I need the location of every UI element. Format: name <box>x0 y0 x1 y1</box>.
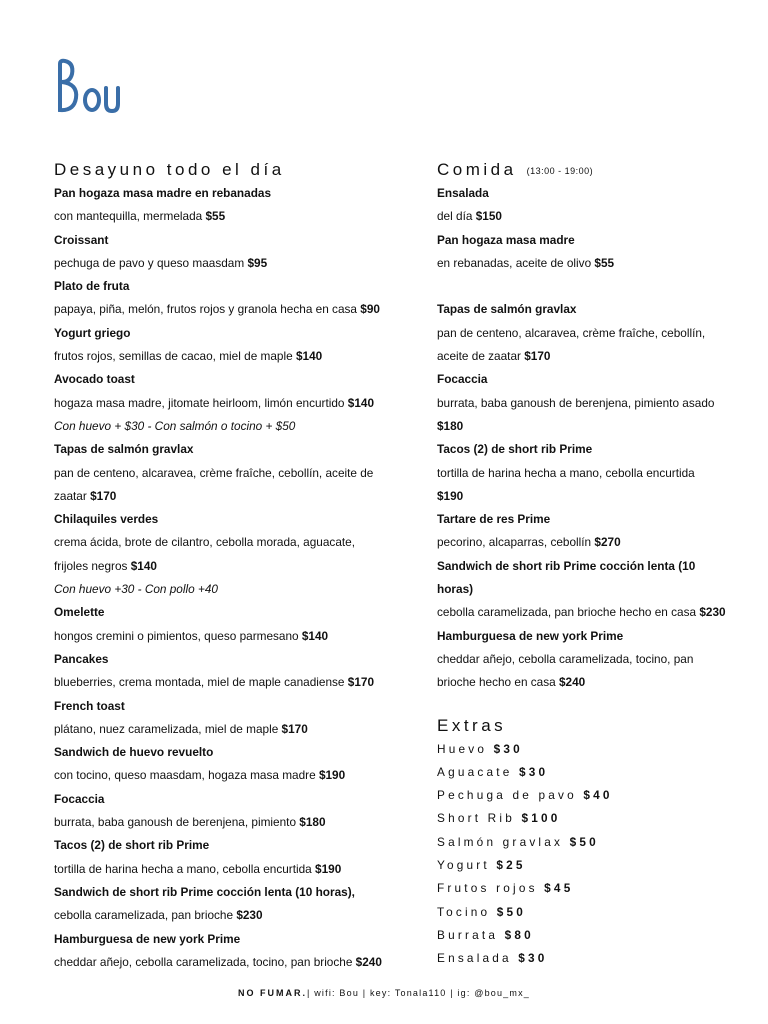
lunch-item-name <box>437 578 757 601</box>
breakfast-item-price: $230 <box>236 908 263 923</box>
footer-info: | wifi: Bou | key: Tonala110 | ig: @bou_mx_ <box>306 988 530 998</box>
breakfast-item-name <box>54 601 419 624</box>
lunch-item-price: $55 <box>594 255 615 270</box>
lunch-item-price: $270 <box>594 535 621 550</box>
breakfast-line-text: frijoles negros <box>54 558 131 573</box>
breakfast-item-description <box>54 764 419 787</box>
breakfast-item-description <box>54 485 419 508</box>
extras-item-price: $50 <box>496 904 527 919</box>
lunch-line-text: Tartare de res Prime <box>437 512 551 527</box>
lunch-item-name <box>437 182 757 205</box>
lunch-line-text: Focaccia <box>437 372 488 387</box>
extras-item-name: Short Rib <box>437 811 522 826</box>
lunch-item-price: $180 <box>437 418 464 433</box>
breakfast-line-text: Plato de fruta <box>54 279 130 294</box>
lunch-item-description <box>437 205 757 228</box>
breakfast-line-text: Focaccia <box>54 791 105 806</box>
breakfast-item-price: $170 <box>90 488 117 503</box>
extras-item <box>437 831 757 854</box>
lunch-line-text: tortilla de harina hecha a mano, cebolla encurtida <box>437 465 695 480</box>
breakfast-line-text: crema ácida, brote de cilantro, cebolla morada, aguacate, <box>54 535 355 550</box>
breakfast-line-text: Yogurt griego <box>54 325 131 340</box>
breakfast-line-text: pechuga de pavo y queso maasdam <box>54 255 248 270</box>
breakfast-list <box>54 182 419 974</box>
breakfast-title: Desayuno todo el día <box>54 160 285 179</box>
lunch-item-name <box>437 555 757 578</box>
breakfast-item-name <box>54 648 419 671</box>
breakfast-item-price: $180 <box>299 815 326 830</box>
breakfast-item-name <box>54 229 419 252</box>
breakfast-item-description <box>54 811 419 834</box>
lunch-line-text: Sandwich de short rib Prime cocción lenta (10 <box>437 558 696 573</box>
lunch-item-price: $190 <box>437 488 464 503</box>
lunch-item-description <box>437 671 757 694</box>
lunch-item-price: $230 <box>699 605 726 620</box>
breakfast-item-price: $190 <box>315 861 342 876</box>
breakfast-item-price: $140 <box>347 395 375 410</box>
lunch-item-name <box>437 368 757 391</box>
breakfast-item-description <box>54 625 419 648</box>
lunch-item-name <box>437 508 757 531</box>
lunch-item-description <box>437 485 757 508</box>
lunch-item-name <box>437 298 757 321</box>
extras-list <box>437 738 757 971</box>
breakfast-line-text: Tapas de salmón gravlax <box>54 442 194 457</box>
breakfast-item-price: $140 <box>301 628 329 643</box>
extras-item-name: Frutos rojos <box>437 881 545 896</box>
breakfast-line-text: Con huevo + $30 - Con salmón o tocino + $50 <box>54 418 296 433</box>
breakfast-line-text: Sandwich de huevo revuelto <box>54 745 214 760</box>
lunch-hours: (13:00 - 19:00) <box>526 165 594 176</box>
breakfast-item-description <box>54 345 419 368</box>
breakfast-line-text: papaya, piña, melón, frutos rojos y granola hecha en casa <box>54 302 361 317</box>
breakfast-line-text: Tacos (2) de short rib Prime <box>54 838 210 853</box>
breakfast-item-name <box>54 182 419 205</box>
lunch-line-text: cheddar añejo, cebolla caramelizada, tocino, pan <box>437 651 694 666</box>
extras-item-name: Burrata <box>437 927 505 942</box>
lunch-item-name <box>437 438 757 461</box>
extras-item <box>437 761 757 784</box>
breakfast-item-name <box>54 788 419 811</box>
breakfast-item-price: $95 <box>247 255 268 270</box>
breakfast-line-text: cebolla caramelizada, pan brioche <box>54 908 237 923</box>
breakfast-item-description <box>54 462 419 485</box>
breakfast-item-description <box>54 298 419 321</box>
breakfast-line-text: Con huevo +30 - Con pollo +40 <box>54 582 218 597</box>
extras-item-name: Pechuga de pavo <box>437 788 584 803</box>
extras-item-price: $30 <box>493 741 523 756</box>
extras-item-name: Tocino <box>437 904 497 919</box>
extras-item-price: $25 <box>496 858 526 873</box>
footer <box>0 988 768 998</box>
lunch-item-description <box>437 648 757 671</box>
breakfast-item-price: $90 <box>360 302 380 317</box>
breakfast-line-text: con mantequilla, mermelada <box>54 209 206 224</box>
breakfast-line-text: hogaza masa madre, jitomate heirloom, limón encurtido <box>54 395 348 410</box>
extras-item-name: Yogurt <box>437 858 497 873</box>
breakfast-item-description <box>54 671 419 694</box>
extras-item <box>437 947 757 970</box>
breakfast-item-name <box>54 928 419 951</box>
extras-item <box>437 877 757 900</box>
lunch-list <box>437 182 757 695</box>
breakfast-item-description <box>54 718 419 741</box>
lunch-line-text: del día <box>437 209 476 224</box>
breakfast-item-note <box>54 578 419 601</box>
lunch-spacer <box>437 275 757 298</box>
breakfast-line-text: frutos rojos, semillas de cacao, miel de maple <box>54 349 296 364</box>
lunch-line-text: burrata, baba ganoush de berenjena, pimiento asado <box>437 395 715 410</box>
breakfast-item-name <box>54 368 419 391</box>
extras-title: Extras <box>437 715 507 735</box>
lunch-item-description <box>437 462 757 485</box>
extras-item <box>437 854 757 877</box>
lunch-item-description <box>437 322 757 345</box>
lunch-item-name <box>437 625 757 648</box>
breakfast-line-text: hongos cremini o pimientos, queso parmesano <box>54 628 302 643</box>
breakfast-item-name <box>54 508 419 531</box>
lunch-line-text: Ensalada <box>437 186 489 200</box>
breakfast-item-price: $190 <box>318 768 346 783</box>
breakfast-line-text: Sandwich de short rib Prime cocción lenta (10 horas), <box>54 884 355 899</box>
lunch-title-text: Comida <box>437 160 517 179</box>
lunch-line-text: Tacos (2) de short rib Prime <box>437 442 593 457</box>
extras-item <box>437 901 757 924</box>
lunch-line-text: horas) <box>437 582 474 597</box>
breakfast-item-name <box>54 881 419 904</box>
breakfast-line-text: con tocino, queso maasdam, hogaza masa madre <box>54 768 319 783</box>
extras-item-name: Ensalada <box>437 951 519 966</box>
extras-item-name: Salmón gravlax <box>437 834 570 849</box>
breakfast-line-text: Pancakes <box>54 651 109 666</box>
lunch-line-text: aceite de zaatar <box>437 349 525 364</box>
breakfast-line-text: zaatar <box>54 488 91 503</box>
extras-item <box>437 807 757 830</box>
extras-item <box>437 738 757 761</box>
breakfast-item-name <box>54 695 419 718</box>
breakfast-item-name <box>54 322 419 345</box>
breakfast-line-text: Hamburguesa de new york Prime <box>54 931 241 946</box>
breakfast-item-name <box>54 834 419 857</box>
extras-item-price: $30 <box>518 951 548 966</box>
extras-item-price: $40 <box>583 788 613 803</box>
extras-item-price: $100 <box>521 811 561 826</box>
lunch-item-description <box>437 531 757 554</box>
breakfast-item-name <box>54 438 419 461</box>
extras-item-name: Aguacate <box>437 764 519 779</box>
breakfast-item-description <box>54 205 419 228</box>
breakfast-item-price: $140 <box>295 349 323 364</box>
breakfast-line-text: burrata, baba ganoush de berenjena, pimiento <box>54 815 300 830</box>
lunch-item-description <box>437 345 757 368</box>
lunch-line-text: Hamburguesa de new york Prime <box>437 628 624 643</box>
lunch-item-price: $170 <box>524 349 551 364</box>
breakfast-line-text: Chilaquiles verdes <box>54 512 159 527</box>
breakfast-line-text: blueberries, crema montada, miel de maple canadiense <box>54 675 348 690</box>
lunch-item-price: $240 <box>558 675 586 690</box>
breakfast-item-description <box>54 392 419 415</box>
breakfast-item-description <box>54 531 419 554</box>
breakfast-line-text: French toast <box>54 698 125 713</box>
lunch-line-text: brioche hecho en casa <box>437 675 559 690</box>
extras-item-name: Huevo <box>437 741 494 756</box>
lunch-line-text: Pan hogaza masa madre <box>437 232 575 247</box>
breakfast-line-text: tortilla de harina hecha a mano, cebolla encurtida <box>54 861 316 876</box>
breakfast-item-description <box>54 904 419 927</box>
lunch-item-description <box>437 252 757 275</box>
breakfast-line-text: Croissant <box>54 232 109 247</box>
breakfast-line-text: Avocado toast <box>54 372 135 387</box>
lunch-item-price: $150 <box>475 209 502 224</box>
breakfast-item-name <box>54 741 419 764</box>
breakfast-item-price: $240 <box>355 954 382 969</box>
breakfast-item-note <box>54 415 419 438</box>
lunch-item-description <box>437 601 757 624</box>
lunch-column <box>437 158 757 971</box>
extras-item-price: $50 <box>569 834 599 849</box>
extras-item <box>437 924 757 947</box>
breakfast-item-description <box>54 252 419 275</box>
lunch-line-text: en rebanadas, aceite de olivo <box>437 255 595 270</box>
breakfast-item-price: $55 <box>205 209 226 224</box>
breakfast-item-price: $170 <box>347 675 375 690</box>
breakfast-item-description <box>54 858 419 881</box>
lunch-line-text: Tapas de salmón gravlax <box>437 302 577 317</box>
lunch-line-text: cebolla caramelizada, pan brioche hecho en casa <box>437 605 700 620</box>
breakfast-line-text: plátano, nuez caramelizada, miel de maple <box>54 721 282 736</box>
extras-item-price: $45 <box>544 881 574 896</box>
bou-logo <box>56 58 126 114</box>
breakfast-item-price: $170 <box>281 721 308 736</box>
breakfast-line-text: Omelette <box>54 605 105 620</box>
lunch-title <box>437 158 757 182</box>
lunch-item-description <box>437 392 757 415</box>
extras-item-price: $30 <box>518 764 549 779</box>
breakfast-column <box>54 158 419 974</box>
no-smoking-notice: NO FUMAR. <box>237 988 307 998</box>
lunch-item-description <box>437 415 757 438</box>
lunch-line-text: pan de centeno, alcaravea, crème fraîche, cebollín, <box>437 325 706 340</box>
extras-item-price: $80 <box>504 927 534 942</box>
breakfast-item-name <box>54 275 419 298</box>
breakfast-item-price: $140 <box>130 558 157 573</box>
breakfast-line-text: cheddar añejo, cebolla caramelizada, tocino, pan brioche <box>54 954 356 969</box>
lunch-line-text: pecorino, alcaparras, cebollín <box>437 535 595 550</box>
lunch-item-name <box>437 229 757 252</box>
breakfast-line-text: pan de centeno, alcaravea, crème fraîche, cebollín, aceite de <box>54 465 374 480</box>
breakfast-item-description <box>54 555 419 578</box>
breakfast-line-text: Pan hogaza masa madre en rebanadas <box>54 186 272 200</box>
breakfast-item-description <box>54 951 419 974</box>
extras-item <box>437 784 757 807</box>
